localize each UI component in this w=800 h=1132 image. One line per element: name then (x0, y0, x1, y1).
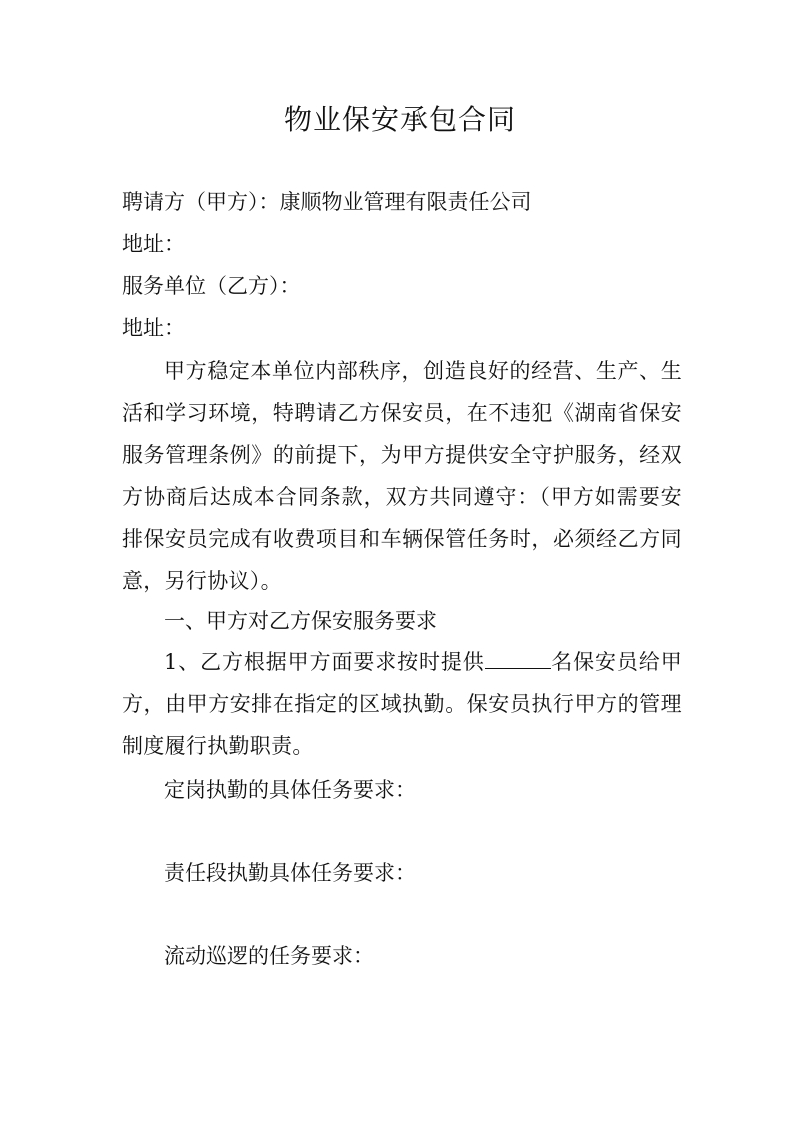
clause-1-prefix: 1、乙方根据甲方面要求按时提供 (164, 650, 485, 674)
zone-post-requirements: 责任段执勤具体任务要求： (164, 861, 416, 885)
intro-paragraph: 甲方稳定本单位内部秩序，创造良好的经营、生产、生活和学习环境，特聘请乙方保安员，在不违犯《湖南省保安服务管理条例》的前提下，为甲方提供安全守护服务，经双方协商后达成本合同条款，双方共同遵守：（甲方如需要安排保安员完成有收费项目和车辆保管任务时，必须经乙方同意，另行协议）。 (122, 359, 682, 593)
patrol-requirements: 流动巡逻的任务要求： (164, 944, 374, 968)
clause-1-suffix: 名保安员给甲方，由甲方安排在指定的区域执勤。保安员执行甲方的管理制度履行执勤职责。 (122, 650, 682, 758)
party-a-line: 聘请方（甲方）：康顺物业管理有限责任公司 (122, 190, 532, 214)
section-1-heading: 一、甲方对乙方保安服务要求 (164, 609, 437, 633)
party-b-line: 服务单位（乙方）： (122, 274, 301, 298)
party-b-address: 地址： (122, 316, 185, 340)
fixed-post-requirements: 定岗执勤的具体任务要求： (164, 778, 416, 802)
document-title: 物业保安承包合同 (283, 103, 516, 136)
clause-1-paragraph (122, 641, 682, 767)
party-a-address: 地址： (122, 232, 185, 256)
blank-line (485, 646, 551, 669)
